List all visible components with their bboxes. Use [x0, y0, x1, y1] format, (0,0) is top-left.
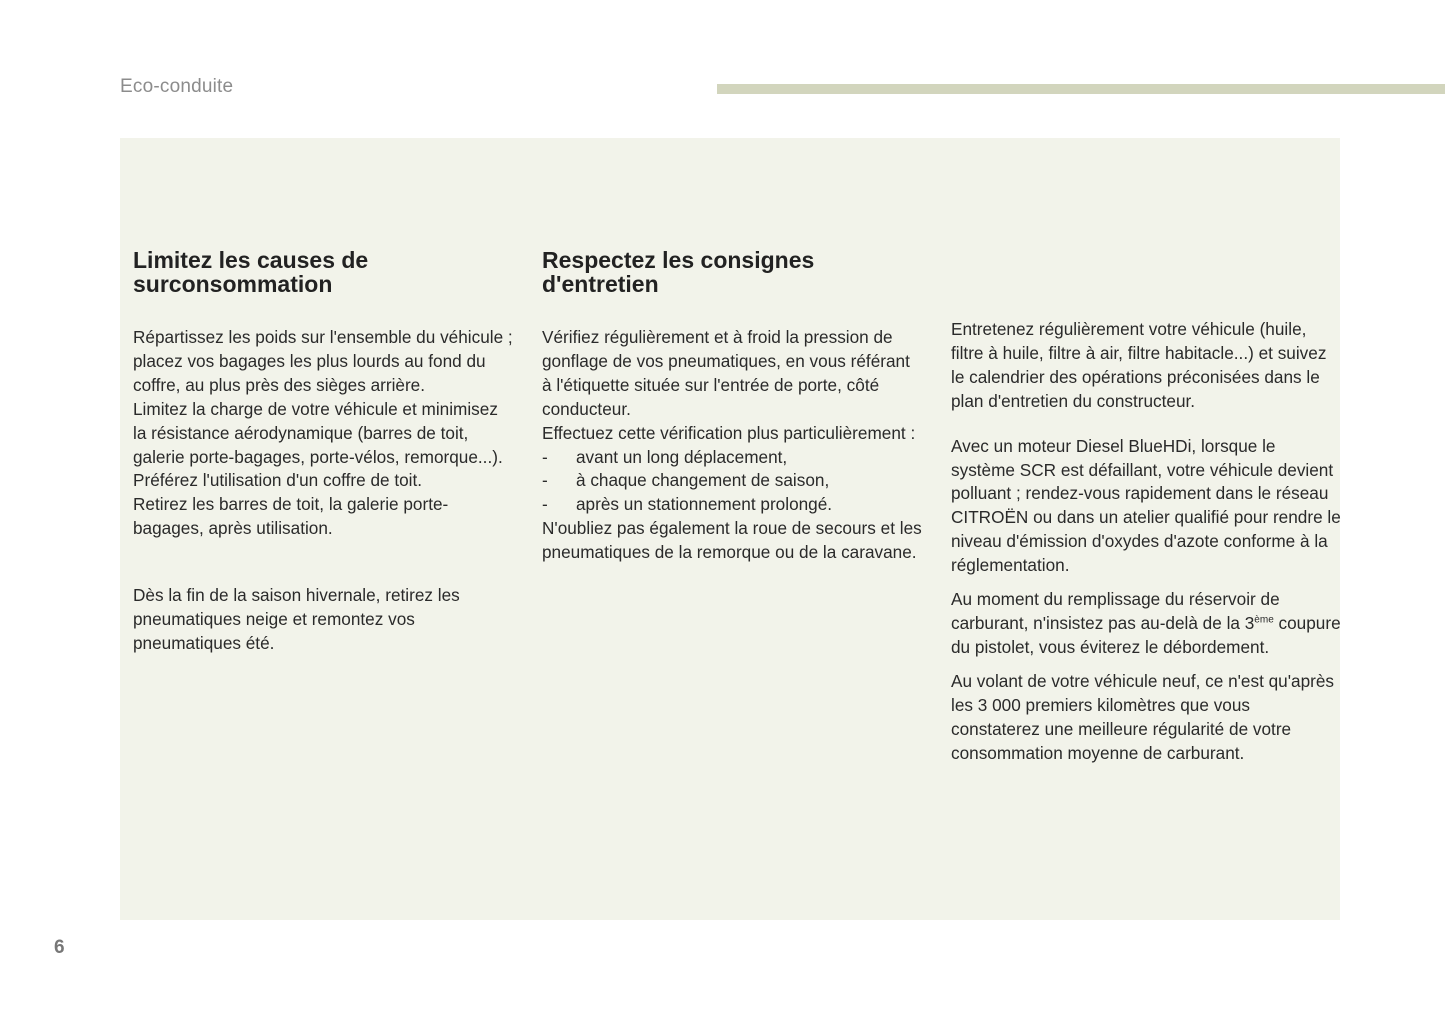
page-number: 6	[54, 937, 65, 958]
bullet-dash: -	[542, 470, 548, 491]
list-item	[542, 493, 922, 517]
heading-maintenance: Respectez les consignes d'entretien	[542, 247, 815, 297]
paragraph: Effectuez cette vérification plus particulièrement :	[542, 422, 916, 443]
paragraph: Au volant de votre véhicule neuf, ce n'est qu'après les 3 000 premiers kilomètres que vous constaterez une meilleure régularité de votre consommation moyenne de carburant.	[951, 670, 1335, 763]
list-item-text: après un stationnement prolongé.	[576, 494, 833, 515]
column-maintenance-continued	[951, 318, 1341, 765]
paragraph: Retirez les barres de toit, la galerie porte-bagages, après utilisation.	[133, 494, 449, 539]
list-item-text: avant un long déplacement,	[576, 446, 788, 467]
paragraph: N'oubliez pas également la roue de secours et les pneumatiques de la remorque ou de la caravane.	[542, 518, 922, 563]
paragraph: Limitez la charge de votre véhicule et minimisez la résistance aérodynamique (barres de toit, galerie porte-bagages, porte-vélos, remorque...). Préférez l'utilisation d'un coffre de toit.	[133, 398, 503, 491]
paragraph-text: coupure du pistolet, vous éviterez le débordement.	[951, 612, 1341, 657]
paragraph-refuelling	[951, 588, 1341, 660]
list-item	[542, 446, 922, 470]
column-overconsumption	[133, 248, 513, 656]
bullet-dash: -	[542, 446, 548, 467]
paragraph: Répartissez les poids sur l'ensemble du véhicule ; placez vos bagages les plus lourds au fond du coffre, au plus près des sièges arrière.	[133, 327, 513, 395]
content-panel	[120, 138, 1340, 920]
column-maintenance	[542, 248, 922, 565]
list-item	[542, 469, 922, 493]
list-item-text: à chaque changement de saison,	[576, 470, 830, 491]
ordinal-superscript: ème	[1254, 614, 1274, 626]
section-title: Eco-conduite	[120, 76, 234, 97]
heading-overconsumption: Limitez les causes de surconsommation	[133, 247, 369, 297]
paragraph: Vérifiez régulièrement et à froid la pression de gonflage de vos pneumatiques, en vous référant à l'étiquette située sur l'entrée de porte, côté conducteur.	[542, 327, 910, 419]
header-bar	[717, 84, 1445, 94]
paragraph-text: Au moment du remplissage du réservoir de carburant, n'insistez pas au-delà de la 3	[951, 589, 1280, 633]
paragraph: Dès la fin de la saison hivernale, retirez les pneumatiques neige et remontez vos pneumatiques été.	[133, 585, 460, 653]
bullet-dash: -	[542, 494, 548, 515]
paragraph: Entretenez régulièrement votre véhicule (huile, filtre à huile, filtre à air, filtre habitacle...) et suivez le calendrier des opérations préconisées dans le plan d'entretien du constructeur.	[951, 319, 1327, 411]
paragraph: Avec un moteur Diesel BlueHDi, lorsque le système SCR est défaillant, votre véhicule devient polluant ; rendez-vous rapidement dans le réseau CITROËN ou dans un atelier qualifié pour rendre le niveau d'émission d'oxydes d'azote conforme à la réglementation.	[951, 435, 1341, 576]
